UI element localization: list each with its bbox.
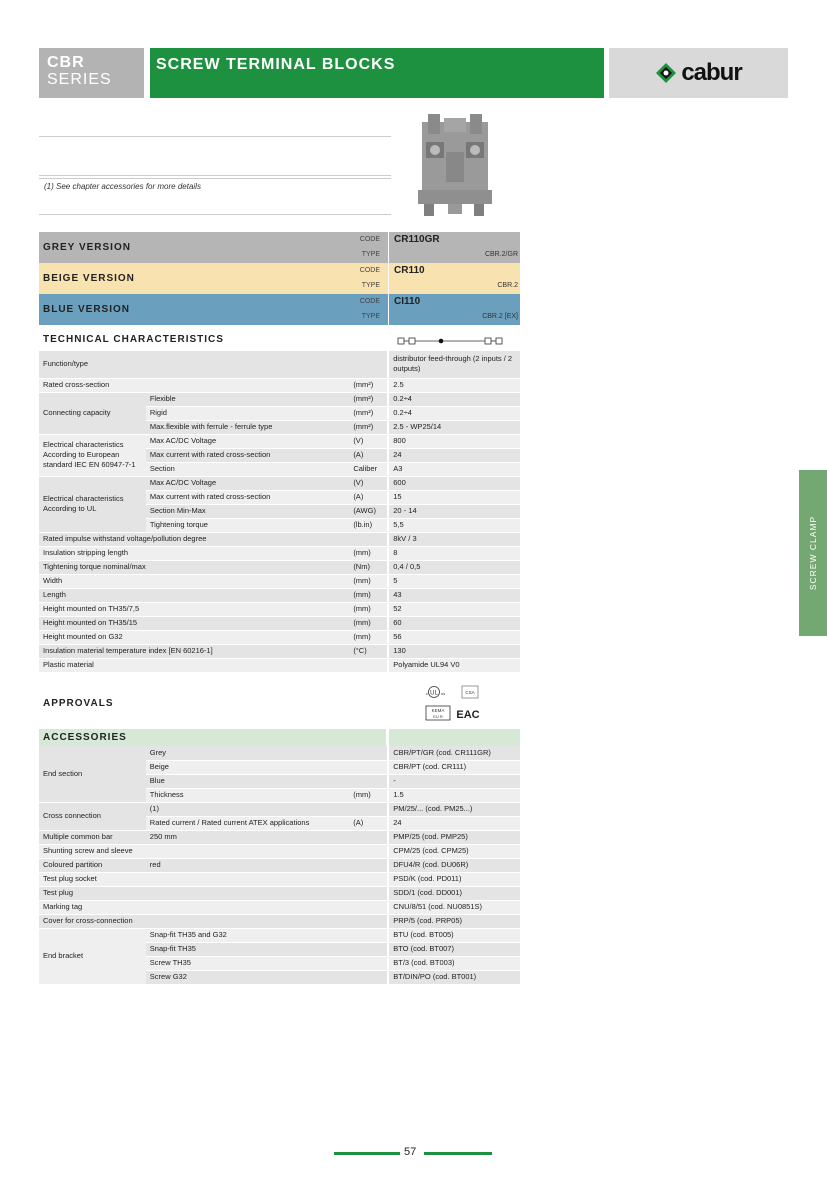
accessory-value: CPM/25 (cod. CPM25) [389, 844, 520, 858]
spec-label: Tightening torque nominal/max [39, 560, 349, 574]
spec-label: Insulation material temperature index [EN 60216-1] [39, 644, 349, 658]
accessory-unit [349, 746, 387, 760]
accessory-value: SDD/1 (cod. DD001) [389, 886, 520, 900]
svg-text:us: us [441, 691, 446, 696]
section-title-accessories: ACCESSORIES [43, 732, 127, 743]
spec-sublabel: Section Min-Max [146, 504, 349, 518]
spec-value: A3 [389, 462, 520, 476]
accessory-label: Test plug [39, 886, 146, 900]
accessory-value: PM/25/... (cod. PM25...) [389, 802, 520, 816]
version-type: CBR.2 [EX] [482, 313, 518, 320]
accessory-sublabel: red [146, 858, 350, 872]
series-label: SERIES [47, 71, 112, 88]
accessory-unit [349, 844, 387, 858]
accessory-value: DFU4/R (cod. DU06R) [389, 858, 520, 872]
spec-value: 800 [389, 434, 520, 448]
spec-value: 130 [389, 644, 520, 658]
version-type: CBR.2/GR [484, 251, 518, 258]
accessory-unit [349, 956, 387, 970]
accessory-sublabel: Grey [146, 746, 350, 760]
section-title-technical: TECHNICAL CHARACTERISTICS [43, 334, 224, 345]
spec-value: 8 [389, 546, 520, 560]
spec-label: Plastic material [39, 658, 349, 672]
spec-label: Function/type [39, 351, 349, 378]
accessory-sublabel: Beige [146, 760, 350, 774]
accessory-unit [349, 872, 387, 886]
brand-logo [609, 48, 788, 98]
ul-mark-icon [426, 687, 445, 698]
accessory-sublabel: Screw G32 [146, 970, 350, 984]
accessory-unit: (mm) [349, 788, 387, 802]
spec-unit: (°C) [349, 644, 387, 658]
spec-value: distributor feed-through (2 inputs / 2 outputs) [389, 351, 520, 378]
spec-unit: (mm) [349, 602, 387, 616]
spec-sublabel: Rigid [146, 406, 349, 420]
divider [39, 178, 391, 179]
spec-unit: (Nm) [349, 560, 387, 574]
version-name: BEIGE VERSION [43, 273, 135, 284]
version-value-cell [389, 232, 520, 263]
spec-value: 600 [389, 476, 520, 490]
accessory-value: 1.5 [389, 788, 520, 802]
spec-unit: (A) [349, 448, 387, 462]
code-label: CODE [359, 236, 380, 243]
version-row-blue [39, 294, 520, 325]
side-tab-label: SCREW CLAMP [808, 515, 818, 591]
svg-text:CSA: CSA [465, 690, 475, 695]
spec-value: 5,5 [389, 518, 520, 532]
accessories-header [39, 729, 520, 746]
spec-value: 0,4 / 0,5 [389, 560, 520, 574]
svg-text:EU R: EU R [433, 714, 443, 719]
code-label: CODE [359, 298, 380, 305]
accessory-unit [349, 802, 387, 816]
spec-unit: (AWG) [349, 504, 387, 518]
svg-text:KEMA: KEMA [431, 708, 445, 713]
type-label: TYPE [361, 313, 380, 320]
type-label: TYPE [361, 251, 380, 258]
spec-unit: (mm²) [349, 378, 387, 392]
accessory-group-label: Cross connection [39, 802, 146, 830]
footnote: (1) See chapter accessories for more details [44, 182, 201, 191]
spec-unit [349, 532, 387, 546]
accessory-group-label: End bracket [39, 928, 146, 984]
version-name: BLUE VERSION [43, 304, 131, 315]
divider [39, 214, 391, 215]
spec-value: Polyamide UL94 V0 [389, 658, 520, 672]
accessory-value: BTU (cod. BT005) [389, 928, 520, 942]
spec-unit: (V) [349, 434, 387, 448]
accessory-unit [349, 914, 387, 928]
accessory-label: Test plug socket [39, 872, 146, 886]
cabur-logo-icon [655, 62, 677, 84]
accessory-unit [349, 858, 387, 872]
spec-unit: (mm) [349, 546, 387, 560]
spec-unit: (mm²) [349, 420, 387, 434]
accessory-unit [349, 760, 387, 774]
version-value-cell [389, 294, 520, 325]
spec-value: 5 [389, 574, 520, 588]
divider [39, 136, 391, 137]
spec-value: 15 [389, 490, 520, 504]
spec-value: 56 [389, 630, 520, 644]
spec-value: 8kV / 3 [389, 532, 520, 546]
accessory-value: BTO (cod. BT007) [389, 942, 520, 956]
spec-unit: (mm) [349, 616, 387, 630]
spec-value: 24 [389, 448, 520, 462]
accessory-unit [349, 928, 387, 942]
accessory-group-label: End section [39, 746, 146, 802]
accessory-value: CBR/PT/GR (cod. CR111GR) [389, 746, 520, 760]
spec-sublabel: Flexible [146, 392, 349, 406]
spec-unit: (mm) [349, 588, 387, 602]
svg-text:UL: UL [430, 690, 438, 697]
spec-unit: (lb.in) [349, 518, 387, 532]
spec-unit: (mm) [349, 574, 387, 588]
version-label-cell [39, 263, 388, 294]
spec-label: Rated impulse withstand voltage/pollution degree [39, 532, 349, 546]
spec-unit: Caliber [349, 462, 387, 476]
spec-label: Length [39, 588, 349, 602]
spec-sublabel: Max.flexible with ferrule - ferrule type [146, 420, 349, 434]
accessory-sublabel: 250 mm [146, 830, 350, 844]
spec-label: Rated cross-section [39, 378, 349, 392]
brand-name: cabur [681, 59, 742, 86]
accessory-value: PSD/K (cod. PD011) [389, 872, 520, 886]
terminal-block-image [414, 112, 496, 220]
accessory-value: BT/3 (cod. BT003) [389, 956, 520, 970]
spec-value: 0.2÷4 [389, 406, 520, 420]
spec-unit: (mm) [349, 630, 387, 644]
page-title: SCREW TERMINAL BLOCKS [150, 48, 604, 98]
spec-unit: (mm²) [349, 392, 387, 406]
version-label-cell [39, 294, 388, 325]
accessory-value: PMP/25 (cod. PMP25) [389, 830, 520, 844]
accessory-unit [349, 886, 387, 900]
version-row-beige [39, 263, 520, 294]
spec-value: 2.5 - WP25/14 [389, 420, 520, 434]
spec-value: 0.2÷4 [389, 392, 520, 406]
spec-sublabel: Section [146, 462, 349, 476]
footer-line [334, 1152, 400, 1155]
accessory-sublabel: Thickness [146, 788, 350, 802]
accessory-sublabel: Blue [146, 774, 350, 788]
accessory-unit [349, 774, 387, 788]
accessory-label: Shunting screw and sleeve [39, 844, 146, 858]
accessory-sublabel: Snap-fit TH35 and G32 [146, 928, 350, 942]
spec-unit: (mm²) [349, 406, 387, 420]
section-title-approvals: APPROVALS [43, 698, 114, 709]
series-code: CBR [47, 54, 85, 71]
spec-value: 2.5 [389, 378, 520, 392]
accessory-value: - [389, 774, 520, 788]
spec-sublabel: Max current with rated cross-section [146, 490, 349, 504]
version-row-grey [39, 232, 520, 263]
accessory-sublabel [146, 844, 350, 858]
accessory-sublabel [146, 900, 350, 914]
spec-group-label: Electrical characteristics According to European standard IEC EN 60947-7-1 [39, 434, 146, 476]
accessory-sublabel: (1) [146, 802, 350, 816]
accessory-sublabel [146, 872, 350, 886]
technical-table [39, 351, 520, 673]
spec-group-label: Electrical characteristics According to UL [39, 476, 146, 532]
spec-label: Height mounted on TH35/15 [39, 616, 349, 630]
svg-text:c: c [426, 691, 428, 696]
version-label-cell [39, 232, 388, 263]
version-code: CR110 [394, 265, 425, 276]
accessory-sublabel: Screw TH35 [146, 956, 350, 970]
wiring-diagram-icon [397, 335, 503, 347]
accessory-sublabel [146, 886, 350, 900]
footer-line [424, 1152, 492, 1155]
spec-sublabel: Max AC/DC Voltage [146, 476, 349, 490]
spec-unit [349, 351, 387, 378]
accessory-value: PRP/5 (cod. PRP05) [389, 914, 520, 928]
page-number: 57 [404, 1146, 417, 1158]
eac-mark-icon [456, 709, 479, 721]
accessory-label: Marking tag [39, 900, 146, 914]
spec-value: 60 [389, 616, 520, 630]
side-tab-screw-clamp[interactable] [799, 470, 827, 636]
accessory-value: 24 [389, 816, 520, 830]
approval-marks [424, 685, 484, 723]
accessory-value: CNU/8/51 (cod. NU0851S) [389, 900, 520, 914]
accessory-label: Cover for cross-connection [39, 914, 146, 928]
svg-text:EAC: EAC [456, 709, 480, 721]
accessories-table [39, 746, 520, 985]
spec-sublabel: Max current with rated cross-section [146, 448, 349, 462]
accessory-sublabel: Rated current / Rated current ATEX applications [146, 816, 350, 830]
version-code: CR110GR [394, 234, 440, 245]
csa-mark-icon [462, 686, 478, 698]
series-badge [39, 48, 144, 98]
accessory-value: BT/DIN/PO (cod. BT001) [389, 970, 520, 984]
spec-sublabel: Tightening torque [146, 518, 349, 532]
divider [39, 175, 391, 176]
accessory-unit [349, 942, 387, 956]
spec-value: 20 - 14 [389, 504, 520, 518]
accessory-label: Coloured partition [39, 858, 146, 872]
accessory-value: CBR/PT (cod. CR111) [389, 760, 520, 774]
version-value-cell [389, 263, 520, 294]
kema-mark-icon [426, 706, 450, 720]
spec-label: Insulation stripping length [39, 546, 349, 560]
spec-unit [349, 658, 387, 672]
accessory-unit [349, 900, 387, 914]
version-name: GREY VERSION [43, 242, 131, 253]
accessory-unit [349, 830, 387, 844]
spec-label: Height mounted on TH35/7,5 [39, 602, 349, 616]
code-label: CODE [359, 267, 380, 274]
spec-label: Width [39, 574, 349, 588]
accessory-unit [349, 970, 387, 984]
spec-value: 43 [389, 588, 520, 602]
version-type: CBR.2 [497, 282, 518, 289]
spec-sublabel: Max AC/DC Voltage [146, 434, 349, 448]
accessory-unit: (A) [349, 816, 387, 830]
version-code: CI110 [394, 296, 421, 307]
spec-unit: (V) [349, 476, 387, 490]
spec-group-label: Connecting capacity [39, 392, 146, 434]
accessory-sublabel: Snap-fit TH35 [146, 942, 350, 956]
accessory-label: Multiple common bar [39, 830, 146, 844]
spec-unit: (A) [349, 490, 387, 504]
spec-label: Height mounted on G32 [39, 630, 349, 644]
type-label: TYPE [361, 282, 380, 289]
spec-value: 52 [389, 602, 520, 616]
accessory-sublabel [146, 914, 350, 928]
